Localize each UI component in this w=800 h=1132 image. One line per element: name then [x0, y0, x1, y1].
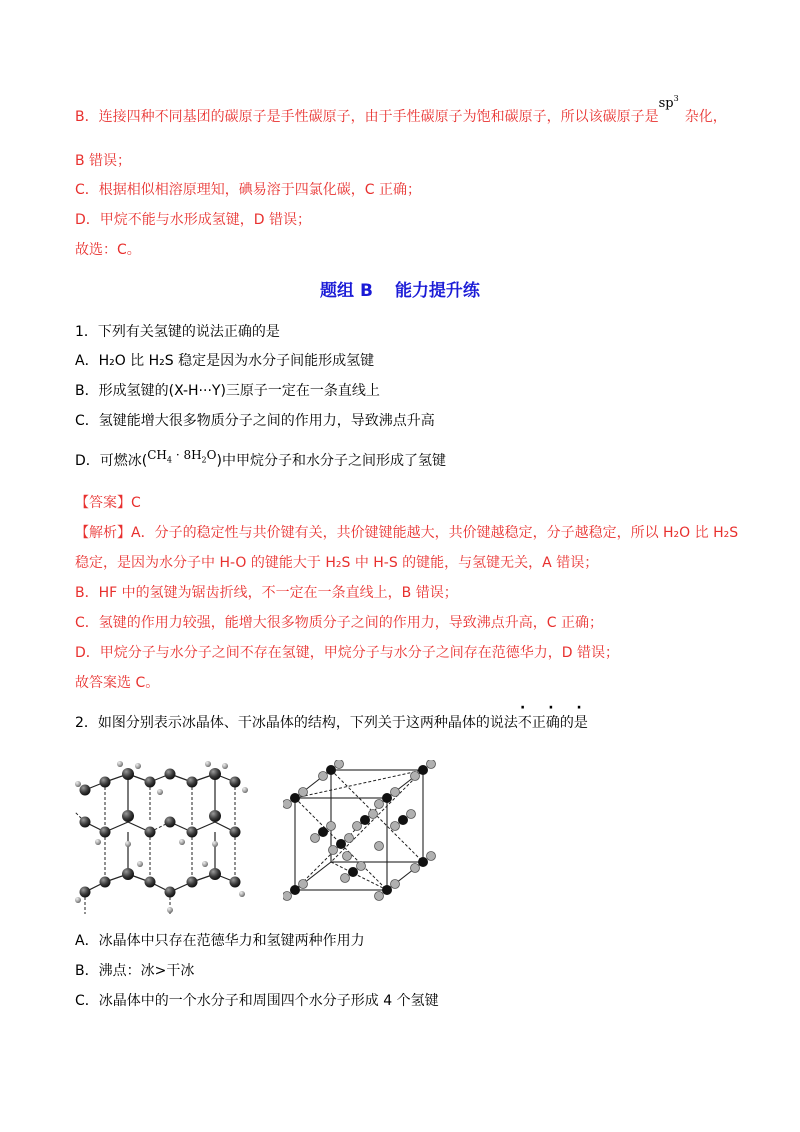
q1-option-d-post: )中甲烷分子和水分子之间形成了氢键: [216, 453, 446, 469]
q2-option-a: A．冰晶体中只存在范德华力和氢键两种作用力: [75, 933, 365, 949]
sp3-notation: $sp^3$: [658, 94, 679, 111]
ice-crystal-figure: [70, 752, 260, 922]
explanation-b-text2: 杂化，: [684, 109, 727, 125]
q2-option-b: B．沸点：冰>干冰: [75, 963, 195, 979]
q1-explanation-1: 【解析】A．分子的稳定性与共价键有关，共价键键能越大，共价键越稳定，分子越稳定，所以 H₂O 比 H₂S: [75, 525, 739, 541]
q1-option-b: B．形成氢键的(X-H···Y)三原子一定在一条直线上: [75, 383, 380, 399]
q1-option-d-pre: D．可燃冰(: [75, 453, 148, 469]
q1-explanation-3: B．HF 中的氢键为锯齿折线，不一定在一条直线上，B 错误；: [75, 585, 458, 601]
section-title: [0, 276, 800, 301]
dry-ice-crystal-figure: [283, 760, 443, 910]
q2-option-c: C．冰晶体中的一个水分子和周围四个水分子形成 4 个氢键: [75, 993, 439, 1009]
section-title-part1: 题组 B: [320, 281, 373, 301]
q1-explanation-4: C．氢键的作用力较强，能增大很多物质分子之间的作用力，导致沸点升高，C 正确；: [75, 615, 603, 631]
explanation-b-line: [75, 94, 727, 129]
q1-explanation-2: 稳定，是因为水分子中 H-O 的键能大于 H₂S 中 H-S 的键能，与氢键无关，A 错误；: [75, 555, 599, 571]
q1-explanation-5: D．甲烷分子与水分子之间不存在氢键，甲烷分子与水分子之间存在范德华力，D 错误；: [75, 645, 620, 661]
q1-option-c: C．氢键能增大很多物质分子之间的作用力，导致沸点升高: [75, 413, 435, 429]
clathrate-formula: $CH_4 \cdot 8H_2O$: [147, 448, 217, 465]
q1-explanation-6: 故答案选 C。: [75, 675, 160, 691]
explanation-d-line: D．甲烷不能与水形成氢键，D 错误；: [75, 212, 312, 228]
q1-option-d: [75, 448, 446, 476]
emphasis-dots: · · ·: [520, 700, 591, 716]
section-title-part2: 能力提升练: [394, 281, 480, 301]
explanation-b-wrong: B 错误；: [75, 153, 132, 169]
q1-stem: 1．下列有关氢键的说法正确的是: [75, 324, 280, 340]
q1-answer: 【答案】C: [75, 495, 141, 511]
explanation-b-text1: B．连接四种不同基团的碳原子是手性碳原子，由于手性碳原子为饱和碳原子，所以该碳原子是: [75, 109, 659, 125]
explanation-c-line: C．根据相似相溶原理知，碘易溶于四氯化碳，C 正确；: [75, 182, 421, 198]
q2-stem: 2．如图分别表示冰晶体、干冰晶体的结构，下列关于这两种晶体的说法不正确的是: [75, 715, 588, 731]
q1-option-a: A．H₂O 比 H₂S 稳定是因为水分子间能形成氢键: [75, 353, 375, 369]
explanation-answer-line: 故选：C。: [75, 242, 141, 258]
